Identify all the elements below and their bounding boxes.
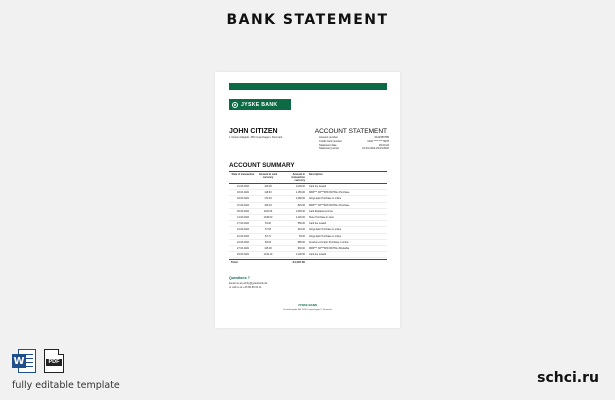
column-header: Description <box>309 173 323 176</box>
bank-emblem-icon <box>232 102 238 108</box>
questions-title: Questions ? <box>229 276 250 280</box>
cell-card-amount: 83.04 <box>265 240 271 244</box>
cell-date: 07.03.2022 <box>237 203 249 207</box>
total-label: Total <box>231 260 238 265</box>
cell-date: 22.03.2022 <box>237 234 249 238</box>
table-row <box>229 252 387 258</box>
cell-date: 24.03.2022 <box>237 240 249 244</box>
field-value: 29.03.22 <box>378 143 389 147</box>
cell-transaction-amount: 1,420.00 <box>295 216 305 220</box>
column-header: Amount in card currency <box>258 173 278 179</box>
cell-transaction-amount: 1,100.00 <box>295 253 305 257</box>
field-value: 0123456789 <box>374 136 389 139</box>
holder-name: JOHN CITIZEN <box>229 128 278 135</box>
cell-date: 09.03.2022 <box>237 209 249 213</box>
cell-date: 29.03.2022 <box>237 253 249 257</box>
table-body <box>229 184 387 258</box>
footer-address: Vesterbrogade 9A, 1620 Copenhagen V, Denmark <box>283 309 332 311</box>
statement-document <box>215 72 400 328</box>
bank-logo-text: JYSKE BANK <box>241 101 278 108</box>
footer-bank-name: JYSKE BANK <box>297 303 318 307</box>
cell-description: MRK*** NX***3PD PAYPAL /Bookable <box>309 246 350 250</box>
cell-description: Amazon.com Epic Purchase in online <box>309 240 349 244</box>
cell-date: 01.03.2022 <box>237 185 249 189</box>
cell-card-amount: 67.93 <box>265 228 271 232</box>
cell-card-amount: 53.71 <box>265 234 271 238</box>
total-value: 34,497.00 <box>292 260 305 265</box>
transactions-table <box>229 171 387 264</box>
pdf-label: PDF <box>46 359 62 366</box>
site-watermark: schci.ru <box>537 370 599 386</box>
cell-transaction-amount: 820.00 <box>297 203 305 207</box>
cell-date: 19.03.2022 <box>237 228 249 232</box>
account-fields <box>319 136 389 151</box>
cell-card-amount: 54.00 <box>265 222 271 226</box>
pdf-file-icon <box>44 349 64 373</box>
column-header: Date of transaction <box>231 173 255 176</box>
cell-description: Card fee reward <box>309 253 327 257</box>
questions-email: Email us at jurbby@jyskebank.dk <box>229 282 268 285</box>
cell-description: Store Purchase in store <box>309 216 334 220</box>
cell-description: Arkyjs Epic Purchase in online <box>309 197 342 201</box>
cell-transaction-amount: 56.00 <box>299 234 305 238</box>
total-row <box>229 259 387 264</box>
cell-transaction-amount: 1,000.00 <box>295 185 305 189</box>
field-label: Account number <box>319 136 338 139</box>
format-icons <box>12 349 64 373</box>
questions-phone: or call us at +45 89 89 62 11 <box>229 286 262 289</box>
word-letter: W <box>13 355 25 367</box>
cell-description: MRK*** NX***3PD PAYPAL /Purchase <box>309 203 350 207</box>
field-label: Credit Card number <box>319 139 342 143</box>
cell-card-amount: 1445.00 <box>263 216 273 220</box>
account-statement-title: ACCOUNT STATEMENT <box>314 128 387 135</box>
holder-address: 1 Vestervoldgade, 456 Copenhagen, Denmark <box>229 136 283 139</box>
account-field-row <box>319 147 389 151</box>
cell-date: 03.03.2022 <box>237 191 249 195</box>
cell-card-amount: 118.63 <box>264 191 272 195</box>
page-title: BANK STATEMENT <box>226 12 389 28</box>
cell-card-amount: 129.00 <box>264 185 272 189</box>
word-file-icon <box>12 349 38 373</box>
cell-card-amount: 1120.00 <box>263 209 273 213</box>
cell-transaction-amount: 440.00 <box>297 228 305 232</box>
cell-description: Card fee reward <box>309 222 327 226</box>
cell-transaction-amount: 985.00 <box>297 240 305 244</box>
field-value: 1234 **** **** 5678 <box>367 139 389 143</box>
cell-card-amount: 174.93 <box>264 197 272 201</box>
field-label: Statement date <box>319 143 337 147</box>
cell-transaction-amount: 630.00 <box>297 246 305 250</box>
cell-description: Card fee reward <box>309 185 327 189</box>
header-bar <box>229 83 387 90</box>
cell-transaction-amount: 556.00 <box>297 222 305 226</box>
cell-transaction-amount: 1,156.00 <box>295 191 305 195</box>
total-spacer <box>307 260 387 264</box>
editable-caption: fully editable template <box>12 380 120 391</box>
cell-date: 17.03.2022 <box>237 222 249 226</box>
cell-card-amount: 108.19 <box>264 203 272 207</box>
cell-description: Arkyjs Epic Purchase in online <box>309 228 342 232</box>
cell-date: 14.03.2022 <box>237 216 249 220</box>
cell-description: MRK*** NX***3PD PAYPAL /Purchase <box>309 191 350 195</box>
cell-description: Card Replacement fee <box>309 209 333 213</box>
total-spacer <box>255 260 281 264</box>
cell-date: 27.03.2022 <box>237 246 249 250</box>
account-summary-title: ACCOUNT SUMMARY <box>229 162 295 169</box>
field-label: Statement period <box>319 147 339 151</box>
cell-description: Arkyjs Epic Purchase in online <box>309 234 342 238</box>
bank-logo <box>229 99 291 110</box>
column-header: Amount in transaction currency <box>291 173 305 182</box>
cell-transaction-amount: 1,280.00 <box>295 197 305 201</box>
table-header <box>229 171 387 184</box>
cell-transaction-amount: 1,250.00 <box>295 209 305 213</box>
cell-date: 04.03.2022 <box>237 197 249 201</box>
field-value: 01.03.2022-29.03.2022 <box>362 147 389 151</box>
cell-card-amount: 125.00 <box>264 246 272 250</box>
cell-card-amount: 1419.19 <box>263 253 273 257</box>
